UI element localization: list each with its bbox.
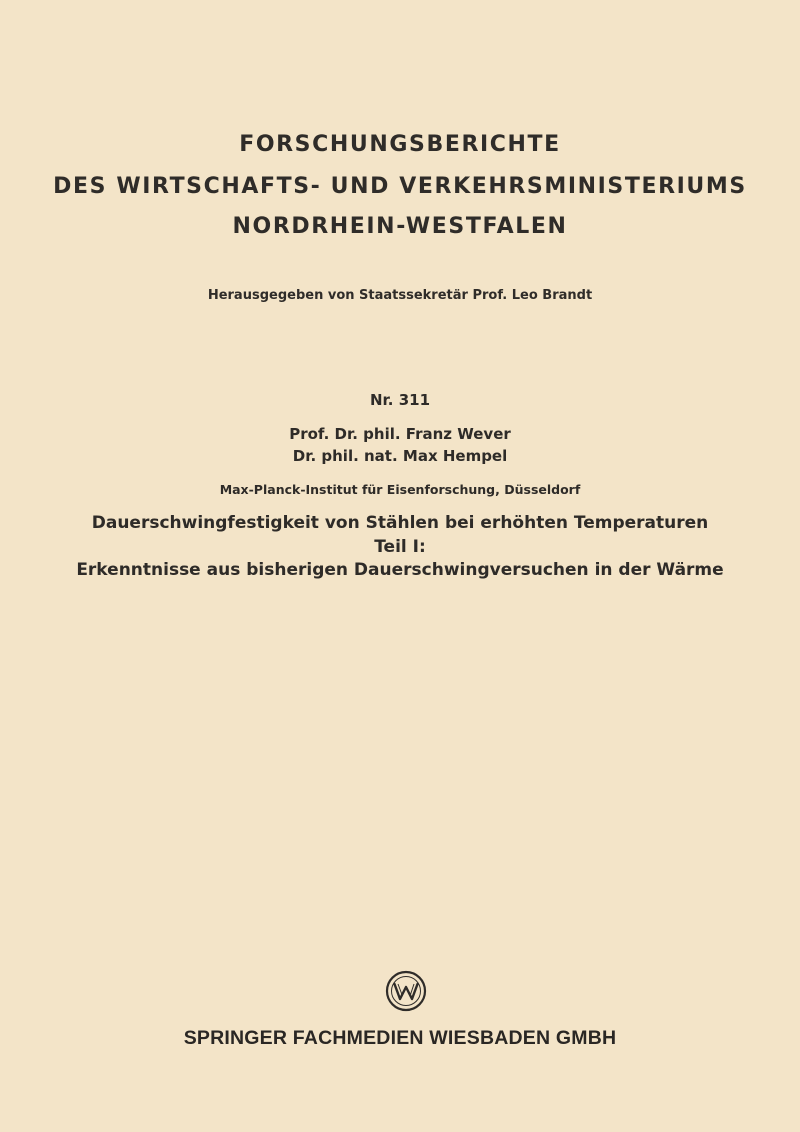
publisher-name: SPRINGER FACHMEDIEN WIESBADEN GMBH [183, 1027, 617, 1049]
series-title-line-2: DES WIRTSCHAFTS- UND VERKEHRSMINISTERIUMS [53, 174, 747, 199]
title-line-3: Erkenntnisse aus bisherigen Dauerschwingversuchen in der Wärme [76, 560, 724, 580]
editor-line: Herausgegeben von Staatssekretär Prof. Leo Brandt [207, 288, 593, 303]
institute: Max-Planck-Institut für Eisenforschung, Düsseldorf [219, 482, 581, 497]
title-line-1: Dauerschwingfestigkeit von Stählen bei erhöhten Temperaturen [91, 513, 709, 533]
series-title-line-1: FORSCHUNGSBERICHTE [239, 132, 561, 157]
springer-logo-icon [385, 970, 427, 1012]
report-number: Nr. 311 [369, 391, 431, 409]
author-2: Dr. phil. nat. Max Hempel [292, 447, 508, 465]
author-1: Prof. Dr. phil. Franz Wever [289, 425, 511, 443]
series-title-line-3: NORDRHEIN-WESTFALEN [232, 214, 568, 239]
title-line-2: Teil I: [374, 537, 426, 557]
